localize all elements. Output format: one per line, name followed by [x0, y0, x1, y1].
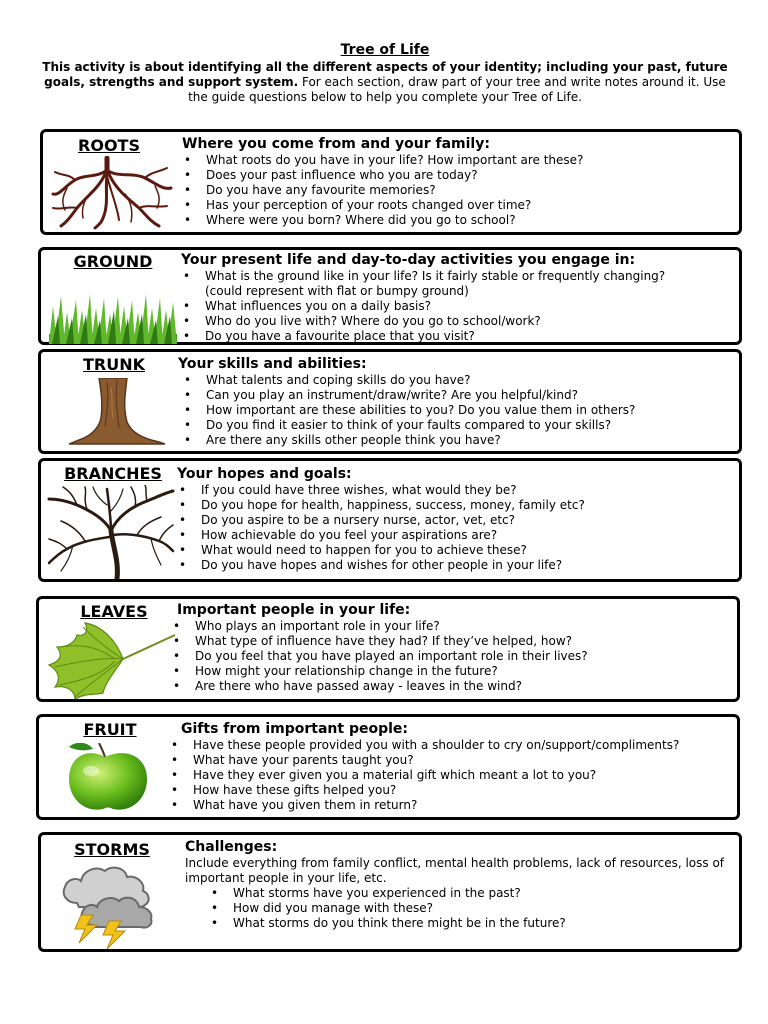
list-item: • Do you have hopes and wishes for other people in your life? — [201, 558, 585, 573]
list-item: • Do you have any favourite memories? — [206, 183, 583, 198]
section-content — [178, 356, 635, 448]
section-content — [181, 252, 665, 344]
list-item: • Do you hope for health, happiness, success, money, family etc? — [201, 498, 585, 513]
section-label: ROOTS — [78, 136, 140, 155]
section-label: STORMS — [74, 840, 150, 859]
page-title: Tree of Life — [340, 42, 430, 58]
section-heading: Your skills and abilities: — [178, 356, 367, 372]
list-item: • How important are these abilities to you? Do you value them in others? — [206, 403, 635, 418]
list-item: • Have they ever given you a material gift which meant a lot to you? — [193, 768, 679, 783]
apple-icon — [65, 743, 151, 813]
question-list — [195, 619, 588, 694]
leaf-icon — [45, 621, 177, 699]
list-item: • How have these gifts helped you? — [193, 783, 679, 798]
list-item: • Are there any skills other people think you have? — [206, 433, 635, 448]
roots-icon — [47, 156, 175, 230]
list-item: • Has your perception of your roots changed over time? — [206, 198, 583, 213]
storm-cloud-icon — [59, 863, 159, 949]
section-heading: Important people in your life: — [177, 602, 411, 618]
list-item: • Have these people provided you with a shoulder to cry on/support/compliments? — [193, 738, 679, 753]
list-item: • How did you manage with these? — [233, 901, 737, 916]
intro-text — [40, 60, 730, 105]
branches-icon — [47, 485, 175, 579]
list-item: • What storms do you think there might be in the future? — [233, 916, 737, 931]
list-item: • Who do you live with? Where do you go to school/work? — [205, 314, 665, 329]
intro-rest: For each section, draw part of your tree and write notes around it. Use the guide questions below to help you complete your Tree of Life. — [188, 75, 726, 104]
list-item: • Who plays an important role in your life? — [195, 619, 588, 634]
list-item: • If you could have three wishes, what would they be? — [201, 483, 585, 498]
list-item: • What type of influence have they had? If they’ve helped, how? — [195, 634, 588, 649]
section-paragraph: Include everything from family conflict, mental health problems, lack of resources, loss of important people in your life, etc. — [185, 856, 725, 885]
list-item: • Do you have a favourite place that you visit? — [205, 329, 665, 344]
section-content — [181, 721, 679, 813]
page-header — [40, 41, 730, 105]
section-label: GROUND — [73, 252, 153, 271]
list-item: • What storms have you experienced in the past? — [233, 886, 737, 901]
section-label: LEAVES — [80, 602, 148, 621]
question-list — [206, 373, 635, 448]
list-item: • Where were you born? Where did you go to school? — [206, 213, 583, 228]
section-fruit — [36, 714, 740, 820]
section-label: FRUIT — [83, 720, 137, 739]
list-item: • What is the ground like in your life? Is it fairly stable or frequently changing? — [205, 269, 665, 284]
list-item: (could represent with flat or bumpy ground) — [205, 284, 469, 298]
section-branches — [38, 458, 742, 582]
section-heading: Challenges: — [185, 839, 278, 855]
question-list — [193, 738, 679, 813]
list-item: • How might your relationship change in the future? — [195, 664, 588, 679]
question-list — [205, 269, 665, 344]
section-content — [185, 839, 737, 931]
grass-icon — [49, 292, 177, 344]
section-heading: Where you come from and your family: — [182, 136, 490, 152]
question-list — [206, 153, 583, 228]
section-label: TRUNK — [82, 355, 145, 374]
section-content — [177, 602, 588, 694]
section-heading: Your hopes and goals: — [177, 466, 352, 482]
list-item: • Do you feel that you have played an important role in their lives? — [195, 649, 588, 664]
list-item: • What influences you on a daily basis? — [205, 299, 665, 314]
section-leaves — [36, 596, 740, 702]
section-ground — [38, 247, 742, 345]
section-storms — [38, 832, 742, 952]
section-content — [177, 466, 585, 573]
section-trunk — [38, 349, 742, 454]
section-label: BRANCHES — [64, 464, 162, 483]
list-item: • Can you play an instrument/draw/write? Are you helpful/kind? — [206, 388, 635, 403]
intro-bold: This activity is about identifying all the different aspects of your identity; including your past, future goals, strengths and support system. — [42, 60, 728, 89]
section-heading: Gifts from important people: — [181, 721, 409, 737]
list-item: • Do you aspire to be a nursery nurse, actor, vet, etc? — [201, 513, 585, 528]
section-roots — [40, 129, 742, 235]
list-item: • Are there who have passed away - leaves in the wind? — [195, 679, 588, 694]
list-item: • What talents and coping skills do you have? — [206, 373, 635, 388]
section-heading: Your present life and day-to-day activities you engage in: — [181, 252, 636, 268]
list-item: • What would need to happen for you to achieve these? — [201, 543, 585, 558]
list-item: • Do you find it easier to think of your faults compared to your skills? — [206, 418, 635, 433]
section-content — [182, 136, 583, 228]
tree-trunk-icon — [69, 378, 169, 446]
list-item: • What have you given them in return? — [193, 798, 679, 813]
list-item: • How achievable do you feel your aspirations are? — [201, 528, 585, 543]
list-item: • What roots do you have in your life? How important are these? — [206, 153, 583, 168]
question-list — [201, 483, 585, 573]
list-item: • What have your parents taught you? — [193, 753, 679, 768]
question-list — [233, 886, 737, 931]
list-item: • Does your past influence who you are today? — [206, 168, 583, 183]
